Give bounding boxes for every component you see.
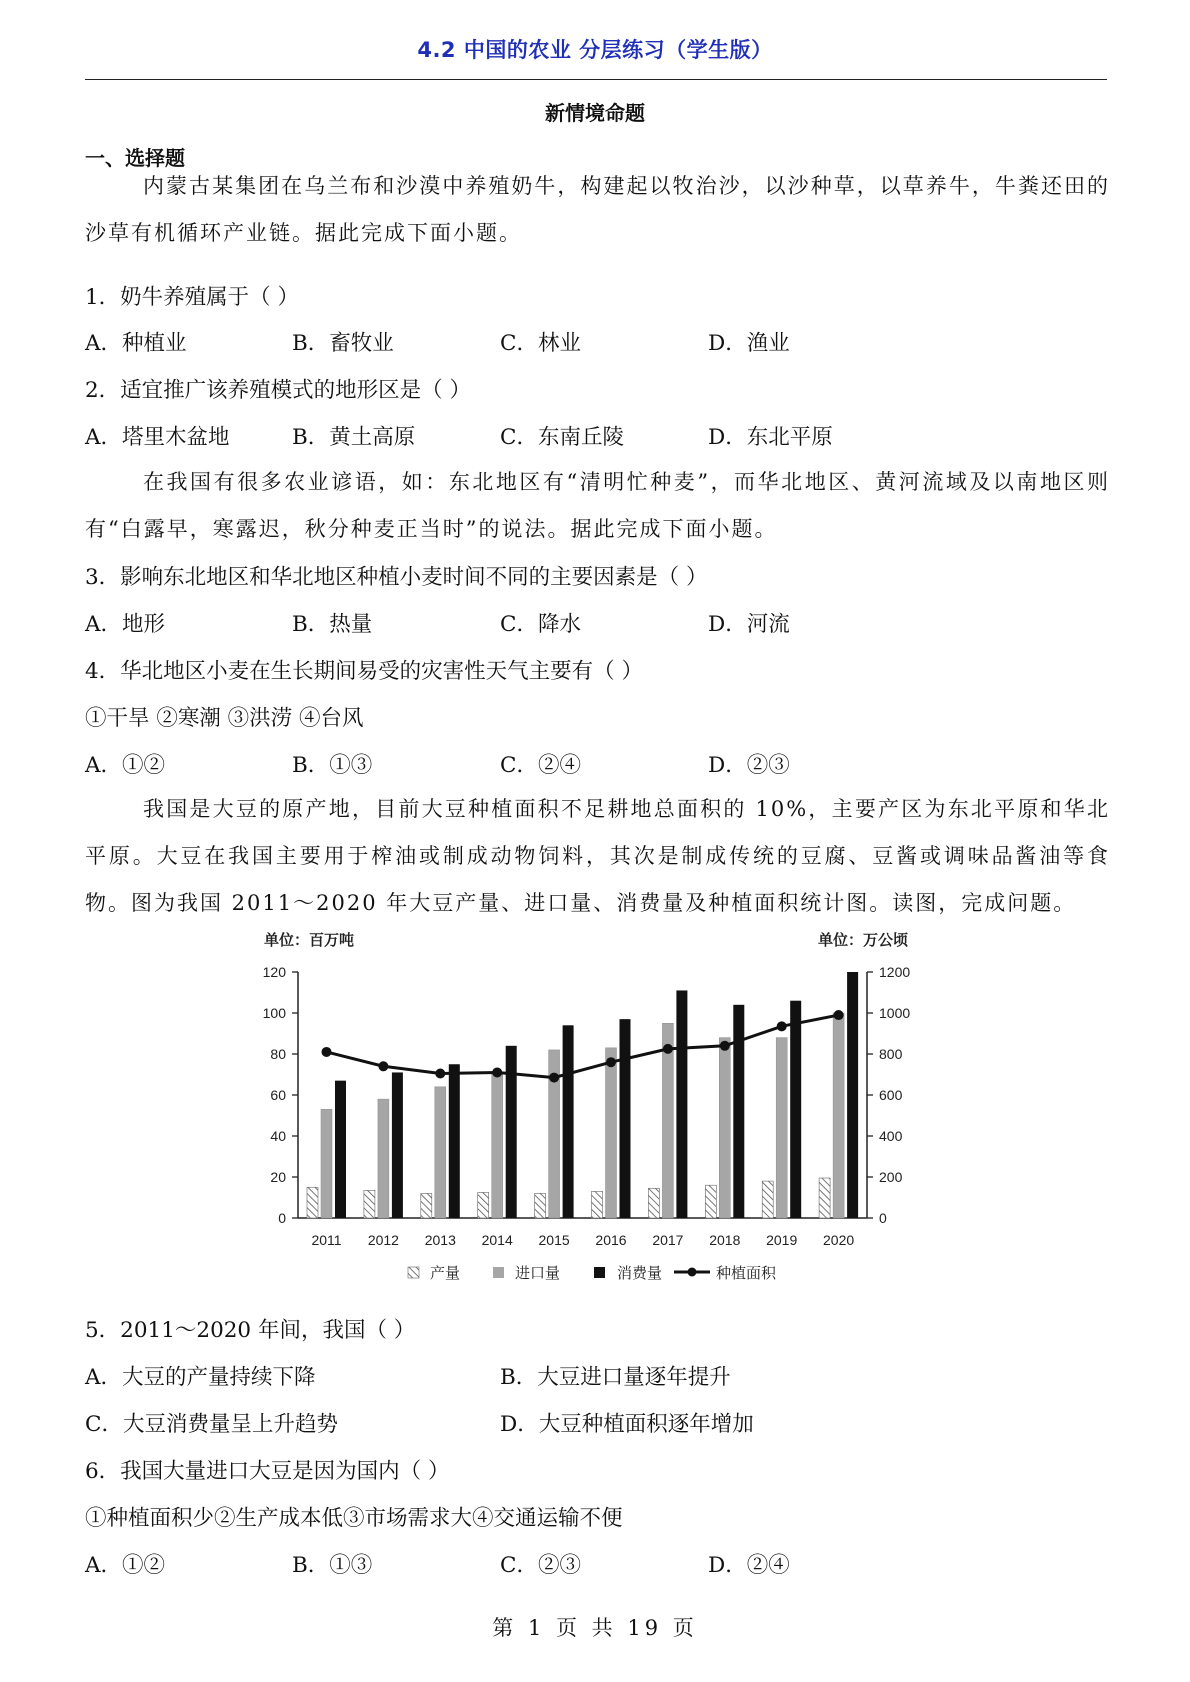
header-divider bbox=[85, 79, 1107, 80]
left-tick-label: 80 bbox=[270, 1046, 286, 1062]
question-6-option-d[interactable]: D．②④ bbox=[708, 1553, 790, 1578]
question-4-option-b[interactable]: B．①③ bbox=[292, 753, 373, 778]
bar-production-2018 bbox=[705, 1185, 716, 1218]
question-4-option-a[interactable]: A．①② bbox=[85, 753, 166, 778]
bar-import-2019 bbox=[776, 1038, 787, 1218]
bar-import-2013 bbox=[435, 1087, 446, 1218]
question-4-option-c[interactable]: C．②④ bbox=[500, 753, 581, 778]
bar-production-2019 bbox=[762, 1181, 773, 1218]
planting-area-point-2012 bbox=[378, 1061, 388, 1071]
left-tick-label: 100 bbox=[262, 1005, 286, 1021]
bar-consumption-2017 bbox=[676, 990, 687, 1218]
bar-production-2017 bbox=[648, 1188, 659, 1218]
question-6-option-b[interactable]: B．①③ bbox=[292, 1553, 373, 1578]
right-tick-label: 1200 bbox=[879, 964, 911, 980]
planting-area-point-2014 bbox=[492, 1067, 502, 1077]
planting-area-line-series bbox=[322, 1010, 844, 1083]
passage-3: 我国是大豆的原产地，目前大豆种植面积不足耕地总面积的 10%，主要产区为东北平原和华北平原。大豆在我国主要用于榨油或制成动物饲料，其次是制成传统的豆腐、豆酱或调味品酱油等食物。图为我国 2011～2020 年大豆产量、进口量、消费量及种植面积统计图。读图，完成问题。 bbox=[85, 797, 1110, 915]
bar-consumption-2016 bbox=[620, 1019, 631, 1218]
bar-import-2011 bbox=[321, 1109, 332, 1218]
question-6-stem: 6．我国大量进口大豆是因为国内（ ） bbox=[85, 1459, 450, 1484]
question-5-option-a[interactable]: A．大豆的产量持续下降 bbox=[85, 1365, 316, 1390]
bar-consumption-2019 bbox=[790, 1001, 801, 1218]
bar-production-2016 bbox=[592, 1191, 603, 1218]
question-1-option-d[interactable]: D．渔业 bbox=[708, 331, 790, 356]
bar-import-2016 bbox=[606, 1048, 617, 1218]
legend-swatch-consumption bbox=[594, 1267, 605, 1278]
question-type-heading: 一、选择题 bbox=[85, 146, 185, 170]
right-tick-label: 1000 bbox=[879, 1005, 911, 1021]
planting-area-point-2020 bbox=[834, 1010, 844, 1020]
planting-area-point-2017 bbox=[663, 1044, 673, 1054]
question-6-option-a[interactable]: A．①② bbox=[85, 1553, 166, 1578]
planting-area-point-2013 bbox=[435, 1068, 445, 1078]
right-tick-label: 400 bbox=[879, 1128, 903, 1144]
bar-import-2012 bbox=[378, 1099, 389, 1218]
legend-label-consumption: 消费量 bbox=[617, 1265, 663, 1282]
bar-production-2013 bbox=[421, 1193, 432, 1218]
question-3-option-a[interactable]: A．地形 bbox=[85, 612, 166, 637]
question-2-option-a[interactable]: A．塔里木盆地 bbox=[85, 425, 230, 450]
bar-production-2014 bbox=[478, 1192, 489, 1218]
question-1-stem: 1．奶牛养殖属于（ ） bbox=[85, 285, 300, 310]
year-label-2012: 2012 bbox=[367, 1232, 399, 1248]
planting-area-point-2018 bbox=[720, 1041, 730, 1051]
year-label-2020: 2020 bbox=[823, 1232, 855, 1248]
bar-series bbox=[307, 972, 858, 1218]
planting-area-point-2019 bbox=[777, 1021, 787, 1031]
right-axis-ticks bbox=[867, 964, 910, 1226]
question-1-option-c[interactable]: C．林业 bbox=[500, 331, 581, 356]
question-3-option-d[interactable]: D．河流 bbox=[708, 612, 790, 637]
planting-area-line bbox=[327, 1015, 839, 1078]
left-tick-label: 60 bbox=[270, 1087, 286, 1103]
year-label-2017: 2017 bbox=[652, 1232, 684, 1248]
legend-label-production: 产量 bbox=[430, 1265, 461, 1282]
planting-area-point-2015 bbox=[549, 1073, 559, 1083]
question-5-option-d[interactable]: D．大豆种植面积逐年增加 bbox=[500, 1412, 754, 1437]
right-axis-unit: 单位：万公顷 bbox=[818, 932, 909, 949]
question-4-stem: 4．华北地区小麦在生长期间易受的灾害性天气主要有（ ） bbox=[85, 659, 644, 684]
left-axis-ticks bbox=[263, 964, 298, 1226]
legend-swatch-production bbox=[408, 1267, 419, 1278]
question-2-option-d[interactable]: D．东北平原 bbox=[708, 425, 833, 450]
left-tick-label: 120 bbox=[262, 964, 286, 980]
year-label-2014: 2014 bbox=[481, 1232, 513, 1248]
year-label-2016: 2016 bbox=[595, 1232, 627, 1248]
year-tick-labels bbox=[311, 1232, 854, 1248]
year-label-2015: 2015 bbox=[538, 1232, 570, 1248]
year-label-2018: 2018 bbox=[709, 1232, 741, 1248]
bar-production-2020 bbox=[819, 1178, 830, 1218]
right-tick-label: 800 bbox=[879, 1046, 903, 1062]
bar-consumption-2013 bbox=[449, 1064, 460, 1218]
bar-import-2014 bbox=[492, 1072, 503, 1218]
question-4-items: ①干旱 ②寒潮 ③洪涝 ④台风 bbox=[85, 706, 364, 731]
chart-legend bbox=[408, 1264, 777, 1282]
question-6-option-c[interactable]: C．②③ bbox=[500, 1553, 581, 1578]
passage-2: 在我国有很多农业谚语，如：东北地区有“清明忙种麦”，而华北地区、黄河流域及以南地区则有“白露早，寒露迟，秋分种麦正当时”的说法。据此完成下面小题。 bbox=[85, 470, 1110, 541]
year-label-2019: 2019 bbox=[766, 1232, 798, 1248]
bar-import-2018 bbox=[719, 1038, 730, 1218]
bar-production-2015 bbox=[535, 1193, 546, 1218]
question-3-option-c[interactable]: C．降水 bbox=[500, 612, 581, 637]
question-1-option-b[interactable]: B．畜牧业 bbox=[292, 331, 394, 356]
planting-area-point-2011 bbox=[322, 1047, 332, 1057]
question-4-option-d[interactable]: D．②③ bbox=[708, 753, 790, 778]
bar-consumption-2011 bbox=[335, 1081, 346, 1218]
right-tick-label: 600 bbox=[879, 1087, 903, 1103]
year-label-2011: 2011 bbox=[311, 1232, 342, 1248]
passage-1: 内蒙古某集团在乌兰布和沙漠中养殖奶牛，构建起以牧治沙，以沙种草，以草养牛，牛粪还田的沙草有机循环产业链。据此完成下面小题。 bbox=[85, 174, 1110, 245]
soybean-statistics-chart bbox=[240, 922, 930, 1297]
question-3-option-b[interactable]: B．热量 bbox=[292, 612, 373, 637]
question-6-items: ①种植面积少②生产成本低③市场需求大④交通运输不便 bbox=[85, 1506, 623, 1531]
question-2-stem: 2．适宜推广该养殖模式的地形区是（ ） bbox=[85, 378, 472, 403]
page-footer: 第 1 页 共 19 页 bbox=[492, 1616, 698, 1640]
left-tick-label: 0 bbox=[278, 1210, 286, 1226]
bar-production-2012 bbox=[364, 1190, 375, 1218]
legend-label-area: 种植面积 bbox=[716, 1265, 777, 1282]
planting-area-point-2016 bbox=[606, 1057, 616, 1067]
question-2-option-c[interactable]: C．东南丘陵 bbox=[500, 425, 624, 450]
bar-consumption-2015 bbox=[563, 1025, 574, 1218]
section-title: 新情境命题 bbox=[545, 101, 645, 125]
legend-label-import: 进口量 bbox=[515, 1265, 561, 1282]
bar-consumption-2018 bbox=[733, 1005, 744, 1218]
right-tick-label: 200 bbox=[879, 1169, 903, 1185]
document-title: 4.2 中国的农业 分层练习（学生版） bbox=[417, 38, 773, 62]
year-label-2013: 2013 bbox=[424, 1232, 456, 1248]
right-tick-label: 0 bbox=[879, 1210, 887, 1226]
bar-production-2011 bbox=[307, 1187, 318, 1218]
legend-swatch-area-point bbox=[688, 1268, 697, 1277]
question-3-stem: 3．影响东北地区和华北地区种植小麦时间不同的主要因素是（ ） bbox=[85, 565, 708, 590]
bar-consumption-2014 bbox=[506, 1046, 517, 1218]
question-1-option-a[interactable]: A．种植业 bbox=[85, 331, 187, 356]
bar-consumption-2012 bbox=[392, 1072, 403, 1218]
bar-consumption-2020 bbox=[847, 972, 858, 1218]
question-2-option-b[interactable]: B．黄土高原 bbox=[292, 425, 416, 450]
question-5-option-b[interactable]: B．大豆进口量逐年提升 bbox=[500, 1365, 731, 1390]
legend-swatch-import bbox=[493, 1267, 504, 1278]
left-tick-label: 40 bbox=[270, 1128, 286, 1144]
left-axis-unit: 单位：百万吨 bbox=[264, 932, 355, 949]
bar-import-2020 bbox=[833, 1013, 844, 1218]
question-5-stem: 5．2011～2020 年间，我国（ ） bbox=[85, 1318, 416, 1343]
question-5-option-c[interactable]: C．大豆消费量呈上升趋势 bbox=[85, 1412, 338, 1437]
left-tick-label: 20 bbox=[270, 1169, 286, 1185]
